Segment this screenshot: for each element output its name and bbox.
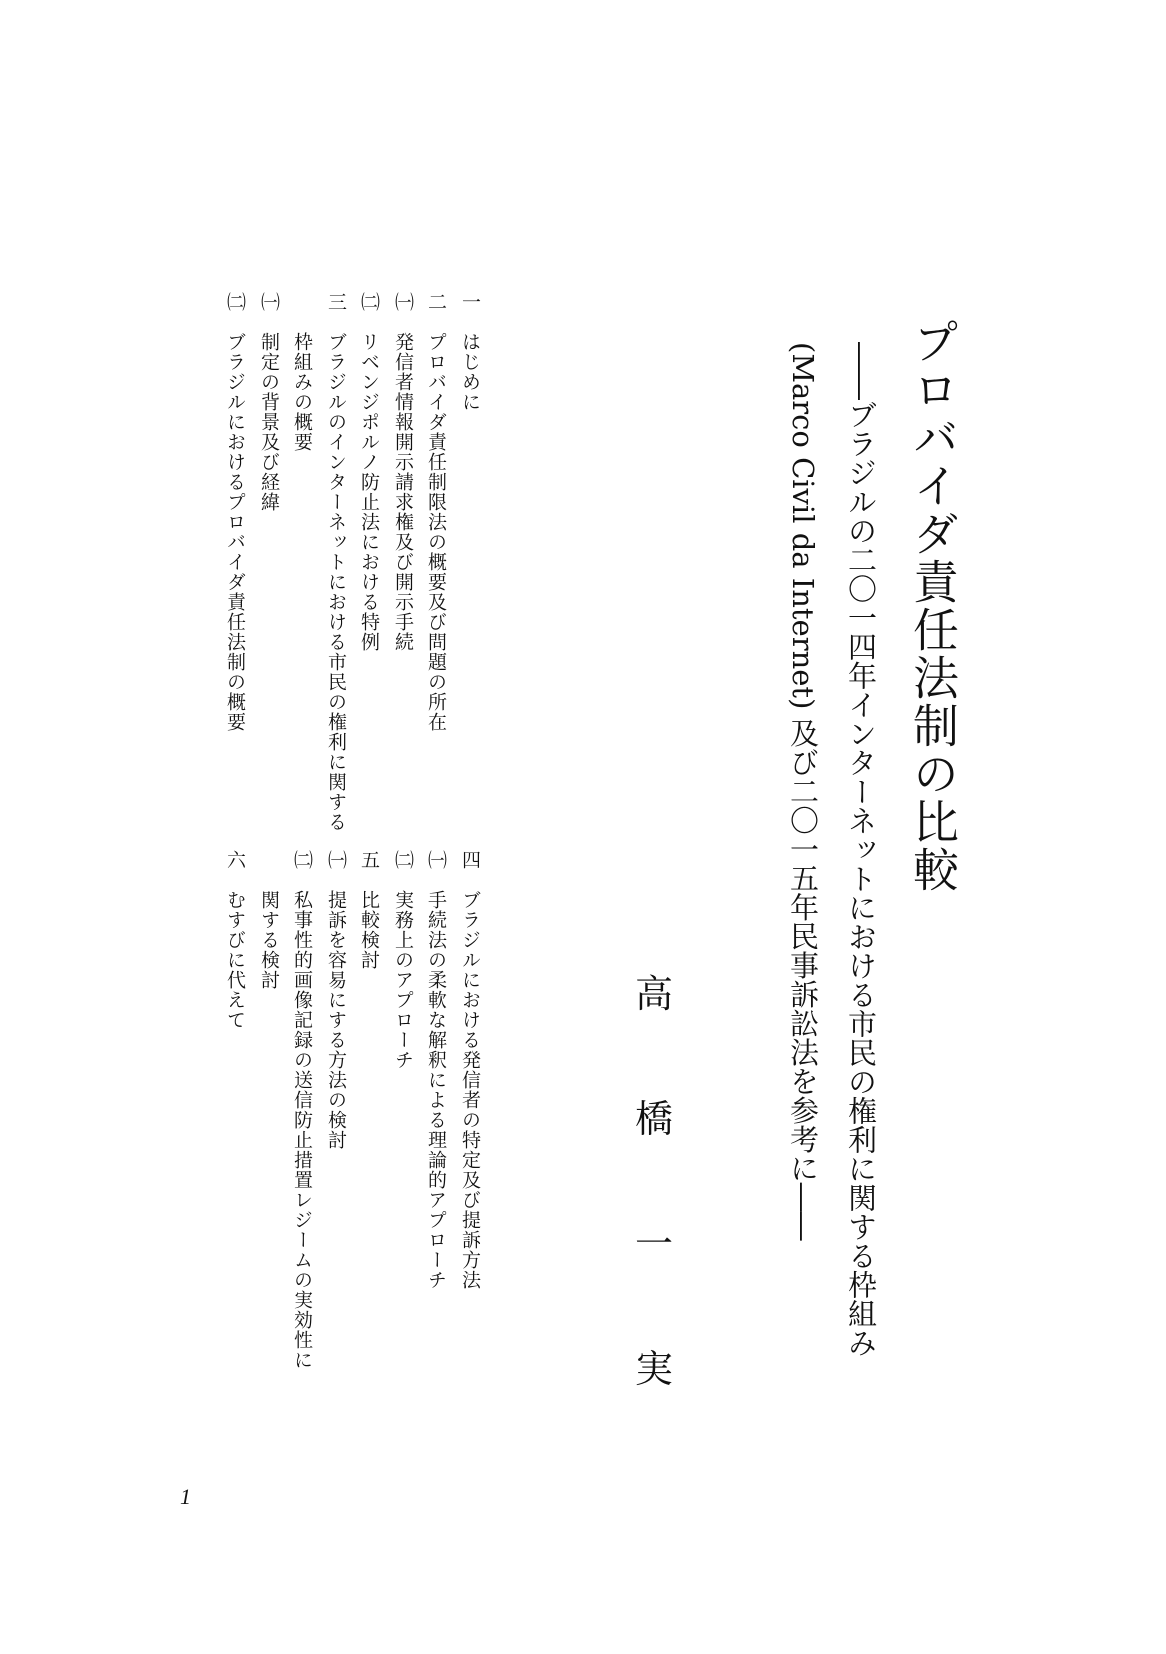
- toc-item: 関する検討: [258, 850, 280, 990]
- toc-item: 四 ブラジルにおける発信者の特定及び提訴方法: [459, 850, 481, 1290]
- author-name: [624, 972, 684, 1405]
- toc-item: 枠組みの概要: [291, 292, 313, 452]
- subtitle-line-2: (Marco Civil da Internet) 及び二〇一五年民事訴訟法を参考に――: [786, 342, 820, 1241]
- article-title: プロバイダ責任法制の比較: [906, 318, 960, 894]
- toc-item: ㈠ 発信者情報開示請求権及び開示手続: [392, 292, 414, 652]
- author-char: 橋: [634, 1097, 673, 1141]
- toc-item: 六 むすびに代えて: [224, 850, 246, 1030]
- toc-item: ㈡ リベンジポルノ防止法における特例: [358, 292, 380, 652]
- toc-item: 五 比較検討: [358, 850, 380, 970]
- toc-item: ㈠ 制定の背景及び経緯: [258, 292, 280, 512]
- subtitle-line-1: ――ブラジルの二〇一四年インターネットにおける市民の権利に関する枠組み: [844, 342, 878, 1357]
- toc-item: 一 はじめに: [459, 292, 481, 412]
- author-char: 一: [634, 1222, 673, 1266]
- author-char: 高: [634, 972, 673, 1016]
- toc-item: ㈠ 手続法の柔軟な解釈による理論的アプローチ: [425, 850, 447, 1290]
- toc-item: ㈡ 実務上のアプローチ: [392, 850, 414, 1070]
- toc-item: ㈡ ブラジルにおけるプロバイダ責任法制の概要: [224, 292, 246, 732]
- toc-item: 三 ブラジルのインターネットにおける市民の権利に関する: [325, 292, 347, 832]
- toc-item: ㈠ 提訴を容易にする方法の検討: [325, 850, 347, 1150]
- toc-item: ㈡ 私事性的画像記録の送信防止措置レジームの実効性に: [291, 850, 313, 1370]
- author-char: 実: [634, 1347, 673, 1391]
- page-number: 1: [180, 1484, 191, 1509]
- toc-item: 二 プロバイダ責任制限法の概要及び問題の所在: [425, 292, 447, 732]
